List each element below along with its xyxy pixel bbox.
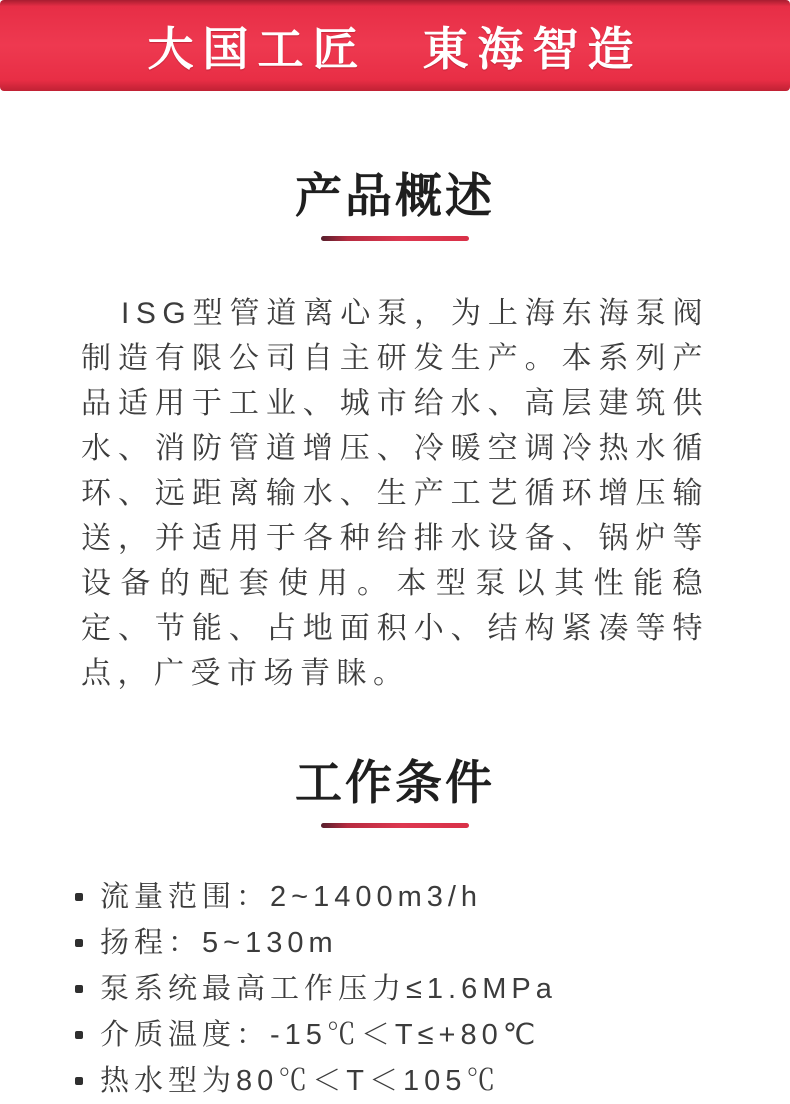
condition-hot-water-type: 热水型为80℃＜T＜105℃ [100, 1065, 501, 1097]
bullet-icon [75, 1031, 83, 1039]
working-conditions-section [0, 746, 790, 1104]
condition-medium-temperature: 介质温度：-15℃＜T≤+80℃ [100, 1019, 541, 1051]
product-page [0, 159, 790, 1104]
list-item [75, 1012, 715, 1058]
list-item [75, 1058, 715, 1104]
working-conditions-heading: 工作条件 [295, 756, 495, 809]
overview-heading: 产品概述 [295, 169, 495, 222]
condition-head-range: 扬程：5~130m [100, 927, 338, 959]
list-item [75, 874, 715, 920]
banner-title: 大国工匠 東海智造 [147, 22, 643, 75]
conditions-list [75, 874, 715, 1104]
overview-paragraph: ISG型管道离心泵，为上海东海泵阀制造有限公司自主研发生产。本系列产品适用于工业、城市给水、高层建筑供水、消防管道增压、冷暖空调冷热水循环、远距离输水、生产工艺循环增压输送，并适用于各种给排水设备、锅炉等设备的配套使用。本型泵以其性能稳定、节能、占地面积小、结构紧凑等特点，广受市场青睐。 [81, 297, 709, 690]
bullet-icon [75, 1077, 83, 1085]
bullet-icon [75, 939, 83, 947]
working-conditions-heading-underline [321, 823, 469, 828]
condition-flow-range: 流量范围：2~1400m3/h [100, 881, 483, 913]
condition-max-pressure: 泵系统最高工作压力≤1.6MPa [100, 973, 557, 1005]
bullet-icon [75, 985, 83, 993]
overview-heading-underline [321, 236, 469, 241]
bullet-icon [75, 893, 83, 901]
list-item [75, 966, 715, 1012]
list-item [75, 920, 715, 966]
overview-section [0, 159, 790, 696]
banner [0, 0, 790, 91]
